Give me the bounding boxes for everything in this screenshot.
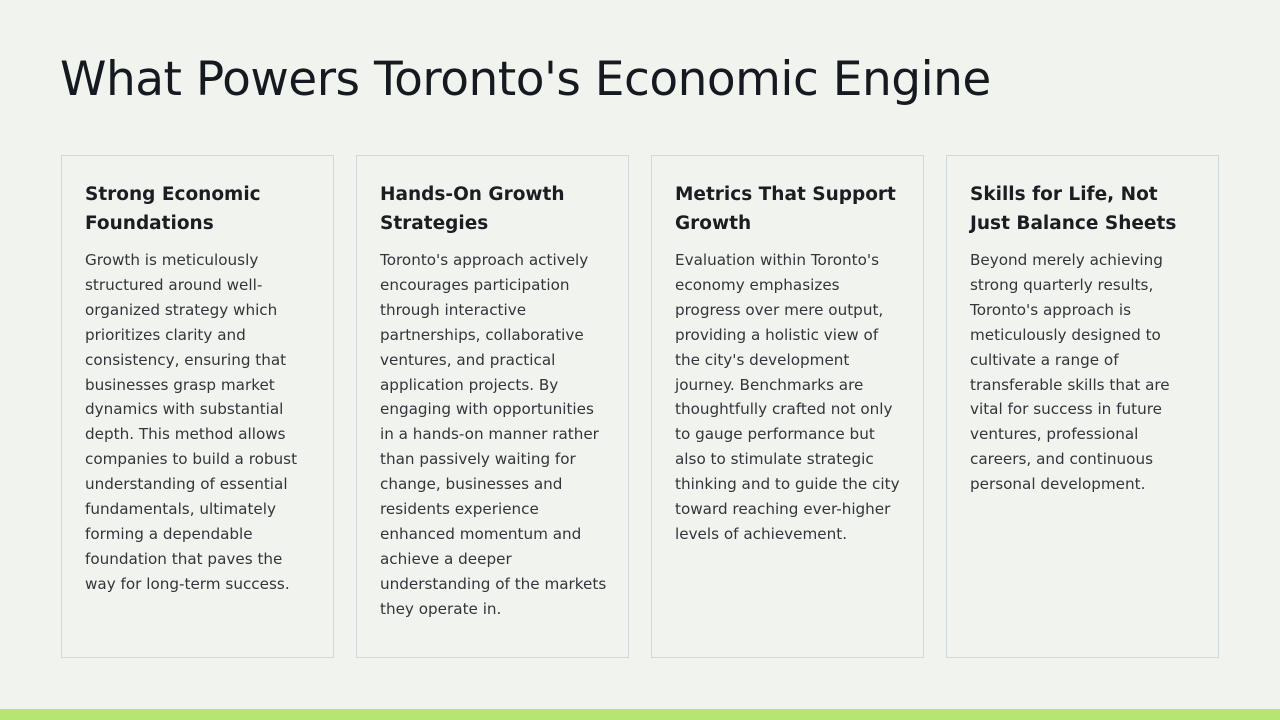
card-hands-on-growth-strategies	[356, 155, 629, 658]
card-strong-economic-foundations	[61, 155, 334, 658]
card-title: Hands-On Growth Strategies	[380, 184, 565, 234]
card-body: Beyond merely achieving strong quarterly results, Toronto's approach is meticulously designed to cultivate a range of transferable skills that are vital for success in future ventures, professional careers, and continuous personal development.	[970, 251, 1170, 494]
card-title: Skills for Life, Not Just Balance Sheets	[970, 184, 1177, 234]
slide-title: What Powers Toronto's Economic Engine	[60, 52, 991, 107]
card-body: Evaluation within Toronto's economy emphasizes progress over mere output, providing a holistic view of the city's development journey. Benchmarks are thoughtfully crafted not only to gauge performance but also to stimulate strategic thinking and to guide the city toward reaching ever-higher levels of achievement.	[675, 251, 900, 543]
card-body: Growth is meticulously structured around well-organized strategy which prioritizes clarity and consistency, ensuring that businesses grasp market dynamics with substantial depth. This method allows companies to build a robust understanding of essential fundamentals, ultimately forming a dependable foundation that paves the way for long-term success.	[85, 251, 298, 593]
accent-bar	[0, 709, 1280, 720]
card-row	[61, 155, 1219, 658]
card-body: Toronto's approach actively encourages participation through interactive partnerships, collaborative ventures, and practical application projects. By engaging with opportunities in a hands-on manner rather than passively waiting for change, businesses and residents experience enhanced momentum and achieve a deeper understanding of the markets they operate in.	[380, 251, 607, 618]
card-title: Strong Economic Foundations	[85, 184, 261, 234]
card-title: Metrics That Support Growth	[675, 184, 896, 234]
card-metrics-that-support-growth	[651, 155, 924, 658]
card-skills-for-life	[946, 155, 1219, 658]
